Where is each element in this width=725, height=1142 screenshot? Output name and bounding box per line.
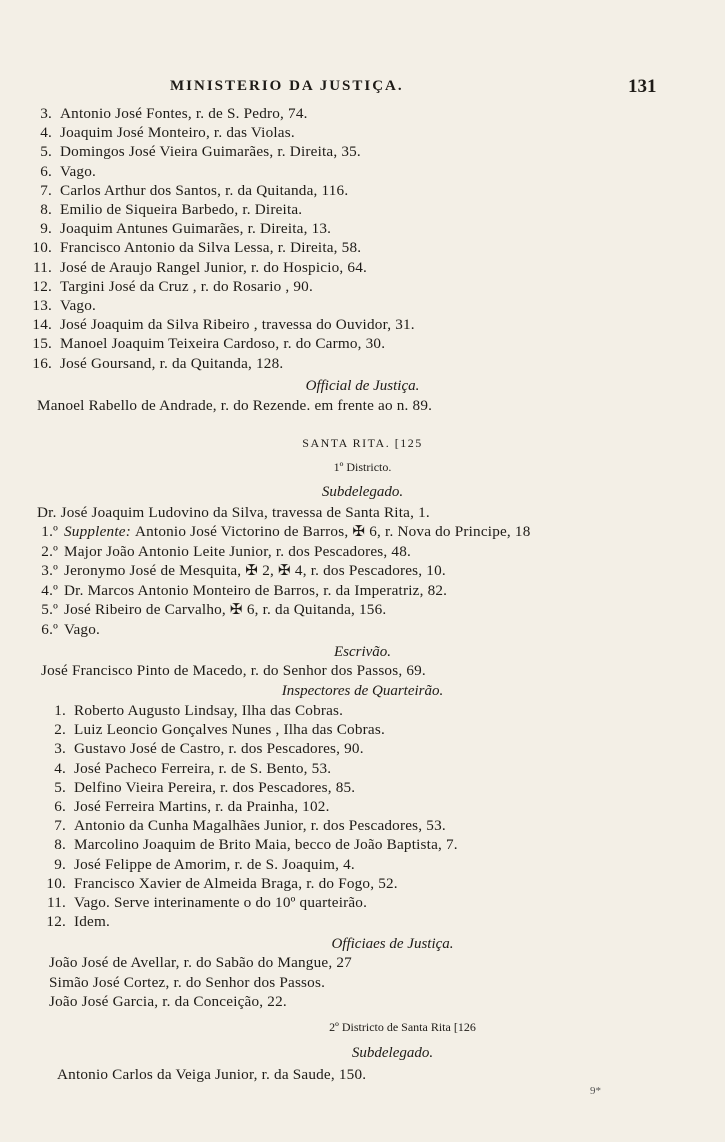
item-text: José Felippe de Amorim, r. de S. Joaquim, 4. (74, 855, 355, 873)
list-item: Simão José Cortez, r. do Senhor dos Passos. (49, 973, 326, 991)
list-item (44, 817, 446, 835)
item-text: Gustavo José de Castro, r. dos Pescadores, 90. (74, 740, 364, 758)
item-text: Manoel Joaquim Teixeira Cardoso, r. do Carmo, 30. (60, 335, 386, 353)
item-number: 3. (54, 740, 66, 758)
item-text: Luiz Leoncio Gonçalves Nunes , Ilha das Cobras. (74, 721, 385, 739)
item-number: 2.º (41, 542, 58, 560)
list-item (44, 721, 385, 739)
list-item (44, 913, 110, 931)
list-item (34, 543, 411, 561)
item-text: Jeronymo José de Mesquita, ✠ 2, ✠ 4, r. dos Pescadores, 10. (64, 562, 446, 579)
item-number: 6. (54, 798, 66, 815)
item-number: 4. (54, 759, 66, 777)
item-number: 14. (32, 316, 52, 334)
list-item (34, 523, 531, 541)
item-text: Major João Antonio Leite Junior, r. dos Pescadores, 48. (64, 542, 411, 560)
item-number: 7. (54, 817, 66, 835)
list-item: João José Garcia, r. da Conceição, 22. (49, 993, 287, 1010)
list-item (30, 335, 385, 353)
item-number: 13. (32, 297, 52, 314)
item-number: 5. (54, 778, 66, 796)
signature-mark: 9* (590, 1085, 601, 1097)
heading-escrivao: Escrivão. (333, 644, 392, 660)
item-text: Delfino Vieira Pereira, r. dos Pescadores, 85. (74, 778, 356, 796)
item-text: Antonio José Fontes, r. de S. Pedro, 74. (60, 105, 308, 122)
item-number: 10. (32, 239, 52, 257)
escrivao-entry: José Francisco Pinto de Macedo, r. do Senhor dos Passos, 69. (41, 662, 426, 679)
list-item (30, 316, 415, 334)
list-item (30, 239, 361, 257)
item-number: 4. (40, 124, 52, 142)
section-heading-santa-rita: SANTA RITA. [125 (302, 436, 423, 450)
item-text: Emilio de Siqueira Barbedo, r. Direita. (60, 201, 303, 218)
heading-subdelegado: Subdelegado. (321, 484, 404, 500)
item-text: Joaquim Antunes Guimarães, r. Direita, 13. (60, 220, 332, 238)
list-item (30, 201, 302, 219)
item-number: 5.º (41, 601, 58, 618)
heading-inspectores: Inspectores de Quarteirão. (281, 683, 444, 699)
heading-official-justica: Official de Justiça. (305, 378, 420, 394)
item-number: 11. (46, 894, 66, 911)
item-text: Vago. Serve interinamente o do 10º quarteirão. (74, 894, 368, 911)
official-entry: Manoel Rabello de Andrade, r. do Rezende. em frente ao n. 89. (37, 397, 433, 414)
item-text: Antonio José Victorino de Barros, ✠ 6, r. Nova do Principe, 18 (134, 523, 531, 540)
item-number: 10. (46, 874, 66, 892)
item-number: 12. (32, 277, 52, 295)
heading-officiaes-justica: Officiaes de Justiça. (331, 936, 454, 952)
page-number: 131 (628, 76, 657, 97)
item-text: José Ribeiro de Carvalho, ✠ 6, r. da Quitanda, 156. (64, 601, 387, 618)
item-text: Targini José da Cruz , r. do Rosario , 90. (60, 277, 313, 295)
item-text: José Joaquim da Silva Ribeiro , travessa do Ouvidor, 31. (60, 316, 415, 334)
item-text: Vago. (64, 620, 101, 638)
item-text: Francisco Antonio da Silva Lessa, r. Direita, 58. (60, 239, 362, 257)
list-item (44, 798, 330, 816)
subdelegado-2-entry: Antonio Carlos da Veiga Junior, r. da Saude, 150. (57, 1066, 367, 1083)
list-item (34, 621, 100, 639)
list-item (44, 894, 367, 912)
subdelegado-entry: Dr. José Joaquim Ludovino da Silva, travessa de Santa Rita, 1. (37, 504, 430, 521)
district-1-heading: 1º Districto. (333, 460, 392, 474)
list-item (34, 562, 446, 580)
list-item (30, 259, 367, 277)
item-number: 12. (46, 913, 66, 931)
item-text: José de Araujo Rangel Junior, r. do Hospicio, 64. (60, 258, 367, 276)
item-text: José Ferreira Martins, r. da Prainha, 102. (74, 798, 330, 815)
list-item (44, 875, 398, 893)
district-2-heading: 2º Districto de Santa Rita [126 (329, 1020, 476, 1034)
item-number: 2. (54, 721, 66, 739)
item-number: 9. (54, 855, 66, 873)
page-header (0, 78, 725, 100)
item-text: Domingos José Vieira Guimarães, r. Direita, 35. (60, 143, 361, 161)
list-item (44, 836, 458, 854)
item-text: Vago. (60, 297, 97, 314)
list-item (44, 760, 331, 778)
item-number: 16. (32, 354, 52, 372)
item-text: José Pacheco Ferreira, r. de S. Bento, 53. (74, 759, 332, 777)
item-number: 6.º (41, 620, 58, 638)
list-item (30, 124, 295, 142)
item-text: Idem. (74, 913, 111, 931)
item-number: 1.º (41, 523, 58, 540)
list-item (30, 182, 348, 200)
list-item (44, 779, 355, 797)
item-number: 8. (54, 836, 66, 854)
list-item (30, 143, 361, 161)
item-label: Supplente: (64, 523, 131, 540)
item-number: 3.º (41, 562, 58, 579)
item-text: Vago. (60, 162, 97, 180)
list-item (44, 702, 343, 720)
item-text: Carlos Arthur dos Santos, r. da Quitanda, 116. (60, 181, 349, 199)
list-item (34, 582, 447, 600)
list-item (30, 297, 96, 315)
item-number: 3. (40, 105, 52, 122)
list-item (30, 105, 308, 123)
list-item (44, 740, 364, 758)
item-number: 1. (54, 702, 66, 719)
item-number: 7. (40, 181, 52, 199)
item-text: Marcolino Joaquim de Brito Maia, becco de João Baptista, 7. (74, 836, 458, 854)
list-item (30, 220, 331, 238)
list-item (30, 163, 96, 181)
item-number: 5. (40, 143, 52, 161)
item-number: 4.º (41, 581, 58, 599)
list-item (30, 355, 283, 373)
list-item (44, 856, 355, 874)
item-text: Antonio da Cunha Magalhães Junior, r. dos Pescadores, 53. (74, 817, 446, 835)
item-text: Roberto Augusto Lindsay, Ilha das Cobras. (74, 702, 344, 719)
item-text: Joaquim José Monteiro, r. das Violas. (60, 124, 295, 142)
item-text: Francisco Xavier de Almeida Braga, r. do Fogo, 52. (74, 874, 398, 892)
heading-subdelegado-2: Subdelegado. (351, 1045, 434, 1061)
item-number: 15. (32, 335, 52, 353)
item-text: José Goursand, r. da Quitanda, 128. (60, 354, 284, 372)
item-text: Dr. Marcos Antonio Monteiro de Barros, r. da Imperatriz, 82. (64, 581, 448, 599)
item-number: 6. (40, 162, 52, 180)
list-item: João José de Avellar, r. do Sabão do Mangue, 27 (49, 954, 352, 971)
item-number: 9. (40, 220, 52, 238)
list-item (34, 601, 386, 619)
running-title: MINISTERIO DA JUSTIÇA. (170, 78, 404, 94)
item-number: 8. (40, 201, 52, 218)
item-number: 11. (32, 258, 52, 276)
list-item (30, 278, 313, 296)
